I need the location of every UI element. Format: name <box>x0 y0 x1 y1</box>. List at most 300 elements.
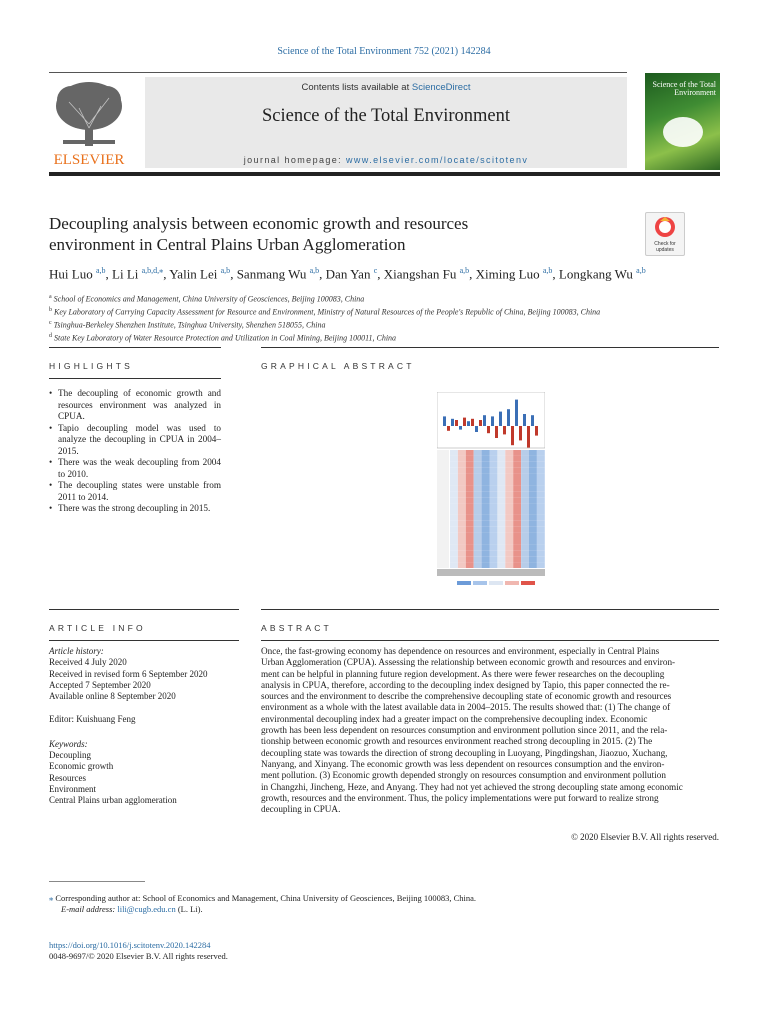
ga-heat-cell <box>482 550 490 556</box>
ga-heat-cell <box>466 544 474 550</box>
ga-bar <box>459 426 462 430</box>
ga-heat-cell <box>474 556 482 562</box>
ga-bar <box>503 426 506 434</box>
ga-heat-cell <box>513 485 521 491</box>
abstract-line: in Changzhi, Jincheng, Heze, and Anyang. They had not yet achieved the strong decoupling state among economic <box>261 781 683 792</box>
ga-heat-cell <box>537 491 545 497</box>
ga-heat-cell <box>505 527 513 533</box>
sciencedirect-link[interactable]: ScienceDirect <box>411 82 471 93</box>
ga-bar <box>475 426 478 432</box>
ga-heat-cell <box>537 544 545 550</box>
ga-heat-cell <box>482 497 490 503</box>
ga-heat-cell <box>521 456 529 462</box>
ga-heat-cell <box>521 503 529 509</box>
ga-heat-cell <box>490 497 498 503</box>
ga-heat-cell <box>474 491 482 497</box>
ga-heat-cell <box>529 456 537 462</box>
graphical-abstract-rule <box>261 347 719 348</box>
keyword-item: Resources <box>49 772 86 783</box>
ga-heat-cell <box>466 456 474 462</box>
ga-heat-cell <box>505 474 513 480</box>
author-affiliation-marker[interactable]: a,b <box>459 266 470 275</box>
ga-heat-cell <box>513 533 521 539</box>
abstract-heading: ABSTRACT <box>261 623 332 633</box>
affiliation-item <box>49 331 729 344</box>
author-name[interactable]: Xiangshan Fu <box>383 266 457 282</box>
author-affiliation-marker[interactable]: c <box>373 266 378 275</box>
author-name[interactable]: Dan Yan <box>325 266 371 282</box>
ga-heat-cell <box>505 497 513 503</box>
keyword-item: Central Plains urban agglomeration <box>49 795 177 806</box>
ga-heat-cell <box>529 562 537 568</box>
keyword-item: Decoupling <box>49 750 91 761</box>
article-info-heading: ARTICLE INFO <box>49 623 146 633</box>
ga-heat-cell <box>513 474 521 480</box>
highlight-item: • There was the weak decoupling from 2004 to 2010. <box>49 457 221 480</box>
abstract-line: Once, the fast-growing economy has dependence on resources and environment, especially in Central Plains <box>261 646 660 656</box>
ga-heat-cell <box>505 503 513 509</box>
ga-bar <box>499 412 502 426</box>
abstract-line: decoupling in CPUA. <box>261 804 341 815</box>
ga-heat-cell <box>513 521 521 527</box>
ga-heat-cell <box>537 515 545 521</box>
ga-heat-cell <box>505 556 513 562</box>
keyword-item: Environment <box>49 783 96 794</box>
ga-heat-cell <box>505 515 513 521</box>
ga-heat-cell <box>474 527 482 533</box>
journal-title: Science of the Total Environment <box>261 106 511 126</box>
ga-heat-cell <box>537 556 545 562</box>
ga-heat-cell <box>497 521 505 527</box>
homepage-prefix: journal homepage: <box>243 155 346 165</box>
abstract-line: growth has been less dependent on resources consumption and environment pollution since 2011, and the rela- <box>261 725 668 736</box>
ga-heat-cell <box>450 550 458 556</box>
ga-heat-cell <box>474 515 482 521</box>
history-item: Received in revised form 6 September 2020 <box>49 668 208 679</box>
ga-heat-cell <box>537 468 545 474</box>
ga-heat-cell <box>482 485 490 491</box>
ga-heat-cell <box>482 491 490 497</box>
ga-heat-cell <box>490 527 498 533</box>
ga-heat-cell <box>482 468 490 474</box>
ga-heat-cell <box>458 485 466 491</box>
ga-heat-cell <box>466 509 474 515</box>
ga-heat-cell <box>482 544 490 550</box>
ga-heat-cell <box>490 503 498 509</box>
keyword-item: Economic growth <box>49 761 114 772</box>
ga-bar <box>483 415 486 426</box>
ga-heat-cell <box>505 491 513 497</box>
ga-heat-cell <box>513 503 521 509</box>
highlights-heading: HIGHLIGHTS <box>49 361 133 371</box>
ga-heat-cell <box>458 456 466 462</box>
journal-citation[interactable]: Science of the Total Environment 752 (2021) 142284 <box>277 46 491 57</box>
ga-heat-cell <box>529 450 537 456</box>
abstract-line: decoupling state was towards the direction of strong decoupling in Luoyang, Pingdingshan, Jiaozuo, Xuchang, <box>261 747 668 758</box>
ga-heat-cell <box>490 539 498 545</box>
affiliation-item <box>49 318 729 331</box>
ga-heat-cell <box>458 497 466 503</box>
email-suffix: (L. Li). <box>177 904 203 914</box>
ga-heat-cell <box>497 533 505 539</box>
ga-heat-cell <box>529 544 537 550</box>
abstract-line: environment as a whole with the latest available data in 2004–2015. The results showed that: (1) The change of <box>261 702 671 713</box>
ga-heat-cell <box>474 533 482 539</box>
email-label: E-mail address: <box>61 904 116 914</box>
doi-link[interactable]: https://doi.org/10.1016/j.scitotenv.2020.142284 <box>49 940 211 950</box>
ga-heat-cell <box>513 556 521 562</box>
ga-heat-cell <box>521 462 529 468</box>
article-info-subrule <box>49 640 239 641</box>
author-name[interactable]: Ximing Luo <box>475 266 540 282</box>
ga-heat-cell <box>521 468 529 474</box>
check-for-updates-button[interactable] <box>645 212 685 256</box>
ga-heat-cell <box>529 521 537 527</box>
ga-heat-cell <box>529 468 537 474</box>
ga-heat-cell <box>497 468 505 474</box>
ga-heat-cell <box>482 556 490 562</box>
ga-heat-cell <box>529 462 537 468</box>
affiliation-text: Tsinghua-Berkeley Shenzhen Institute, Tsinghua University, Shenzhen 518055, China <box>53 320 326 330</box>
ga-heat-cell <box>490 485 498 491</box>
ga-heat-cell <box>450 503 458 509</box>
abstract-text <box>261 646 719 815</box>
ga-heat-cell <box>529 497 537 503</box>
author-name[interactable]: Longkang Wu <box>558 266 633 282</box>
ga-heat-cell <box>497 474 505 480</box>
ga-heat-cell <box>513 550 521 556</box>
abstract-line: ment pollution. (3) Economic growth depended strongly on resources consumption and environment pollution <box>261 770 666 781</box>
footnote-text: Corresponding author at: School of Economics and Management, China University of Geosciences, Beijing 100083, China. <box>55 893 477 903</box>
ga-heat-cell <box>450 474 458 480</box>
article-info-rule <box>49 609 239 610</box>
ga-heat-cell <box>505 456 513 462</box>
abstract-line: Urban Agglomeration (CPUA). Assessing the relationship between economic growth and resources and environ- <box>261 657 676 668</box>
ga-heat-cell <box>537 497 545 503</box>
ga-heat-cell <box>482 509 490 515</box>
ga-heat-cell <box>521 485 529 491</box>
ga-bar <box>455 420 458 426</box>
ga-bar <box>471 419 474 426</box>
editor-line: Editor: Kuishuang Feng <box>49 714 136 725</box>
abstract-line: environmental decoupling index had a greater impact on the comprehensive decoupling index. Economic <box>261 713 648 724</box>
title-line-2: environment in Central Plains Urban Agglomeration <box>49 235 406 254</box>
ga-heat-cell <box>497 503 505 509</box>
ga-heat-cell <box>482 503 490 509</box>
email-link[interactable]: lili@cugb.edu.cn <box>117 904 176 914</box>
ga-heat-cell <box>497 556 505 562</box>
ga-heat-cell <box>482 527 490 533</box>
ga-heat-cell <box>466 527 474 533</box>
ga-heat-cell <box>482 450 490 456</box>
check-updates-icon <box>654 215 676 239</box>
corresponding-author-footnote <box>49 893 729 915</box>
ga-bar <box>447 426 450 431</box>
ga-heat-cell <box>474 509 482 515</box>
highlight-item: • There was the strong decoupling in 2015. <box>49 503 221 515</box>
ga-heat-cell <box>458 462 466 468</box>
abstract-copyright: © 2020 Elsevier B.V. All rights reserved. <box>571 832 719 842</box>
ga-heat-cell <box>505 485 513 491</box>
ga-heat-cell <box>458 480 466 486</box>
ga-heat-cell <box>505 562 513 568</box>
history-item: Available online 8 September 2020 <box>49 691 176 702</box>
ga-heat-cell <box>450 509 458 515</box>
highlights-list <box>49 388 221 515</box>
ga-heat-cell <box>521 497 529 503</box>
ga-heat-cell <box>458 515 466 521</box>
ga-heat-cell <box>466 474 474 480</box>
footnote-mark: ⁎ <box>49 893 54 903</box>
ga-heat-cell <box>505 480 513 486</box>
elsevier-tree-logo <box>49 78 129 168</box>
ga-bar <box>527 426 530 448</box>
ga-heat-cell <box>482 515 490 521</box>
ga-heat-cell <box>537 450 545 456</box>
author-name[interactable]: Li Li <box>112 266 139 282</box>
ga-heat-cell <box>482 562 490 568</box>
ga-bar <box>531 415 534 426</box>
ga-heat-cell <box>505 468 513 474</box>
ga-heat-cell <box>466 562 474 568</box>
ga-heat-cell <box>450 562 458 568</box>
ga-heat-cell <box>466 450 474 456</box>
ga-heat-cell <box>537 509 545 515</box>
elsevier-wordmark: ELSEVIER <box>53 152 125 168</box>
author-name[interactable]: Hui Luo <box>49 266 93 282</box>
author-affiliation-marker[interactable]: a,b,d,⁎ <box>141 266 164 275</box>
ga-heat-cell <box>529 503 537 509</box>
author-affiliation-marker[interactable]: a,b <box>309 266 320 275</box>
ga-heat-cell <box>529 556 537 562</box>
ga-heat-cell <box>466 462 474 468</box>
ga-heat-cell <box>537 474 545 480</box>
ga-heat-cell <box>490 509 498 515</box>
ga-heat-cell <box>497 539 505 545</box>
graphical-abstract-figure[interactable] <box>437 392 545 610</box>
history-item: Received 4 July 2020 <box>49 657 127 668</box>
ga-heat-cell <box>497 462 505 468</box>
ga-heat-cell <box>490 515 498 521</box>
ga-heat-cell <box>497 480 505 486</box>
ga-heat-cell <box>474 562 482 568</box>
ga-heat-cell <box>497 491 505 497</box>
ga-heat-cell <box>513 497 521 503</box>
ga-heat-cell <box>458 539 466 545</box>
abstract-subrule <box>261 640 719 641</box>
affiliation-text: School of Economics and Management, China University of Geosciences, Beijing 100083, China <box>53 294 365 304</box>
ga-heat-cell <box>513 480 521 486</box>
ga-heat-cell <box>513 491 521 497</box>
ga-heat-cell <box>482 539 490 545</box>
ga-bar <box>495 426 498 438</box>
ga-heat-cell <box>513 509 521 515</box>
homepage-link[interactable]: www.elsevier.com/locate/scitotenv <box>346 155 529 165</box>
abstract-line: tionship between economic growth and resources environment reached strong decoupling in 2015. (2) The <box>261 736 653 747</box>
ga-heat-cell <box>450 527 458 533</box>
ga-heat-cell <box>490 491 498 497</box>
ga-heat-cell <box>521 474 529 480</box>
ga-heat-cell <box>529 480 537 486</box>
ga-heat-cell <box>537 521 545 527</box>
ga-heat-cell <box>537 456 545 462</box>
ga-heat-cell <box>466 480 474 486</box>
article-info-section <box>49 646 239 807</box>
ga-heat-cell <box>490 474 498 480</box>
ga-heat-cell <box>474 468 482 474</box>
ga-heat-cell <box>521 562 529 568</box>
ga-heat-cell <box>458 450 466 456</box>
author-affiliation-marker[interactable]: a,b <box>636 266 646 275</box>
ga-heat-cell <box>474 480 482 486</box>
graphical-abstract-heading: GRAPHICAL ABSTRACT <box>261 361 415 371</box>
ga-heat-cell <box>521 509 529 515</box>
ga-heat-cell <box>482 474 490 480</box>
ga-heat-cell <box>529 474 537 480</box>
ga-bar <box>519 426 522 440</box>
ga-bar <box>523 414 526 426</box>
ga-heat-cell <box>458 503 466 509</box>
ga-heat-cell <box>490 544 498 550</box>
abstract-line: ment can be helpful in planning future region development. As there were fewer researches on the decoupling <box>261 668 665 679</box>
ga-heat-cell <box>458 491 466 497</box>
author-affiliation-marker[interactable]: a,b <box>95 266 106 275</box>
ga-heat-cell <box>505 550 513 556</box>
ga-bar <box>511 426 514 445</box>
ga-heat-cell <box>466 503 474 509</box>
ga-heat-cell <box>521 480 529 486</box>
author-list: Hui Luo $^{a,b}$, Li Li $^{a,b,d,⁎}$, Yalin Lei $^{a,b}$, Sanmang Wu $^{a,b}$, Dan Yan $^c$, Xiangshan Fu $^{a,b}$, Ximing Luo $^{a,b}$, Longkang Wu $^{a,b}$ <box>49 266 646 282</box>
ga-heat-cell <box>521 491 529 497</box>
ga-heat-cell <box>537 550 545 556</box>
author-name[interactable]: Yalin Lei <box>169 266 218 282</box>
highlights-subrule <box>49 378 221 379</box>
ga-heat-cell <box>497 562 505 568</box>
ga-heat-cell <box>474 497 482 503</box>
affiliation-item <box>49 305 729 318</box>
ga-heat-cell <box>450 515 458 521</box>
ga-heat-cell <box>458 521 466 527</box>
ga-heat-cell <box>458 550 466 556</box>
ga-heat-cell <box>505 544 513 550</box>
affiliation-text: State Key Laboratory of Water Resource Protection and Utilization in Coal Mining, Beijing 100011, China <box>54 334 397 344</box>
ga-heat-cell <box>537 480 545 486</box>
ga-heat-cell <box>474 550 482 556</box>
ga-heat-cell <box>529 533 537 539</box>
ga-heat-cell <box>490 456 498 462</box>
ga-heat-cell <box>529 515 537 521</box>
ga-bar <box>491 416 494 426</box>
ga-heat-cell <box>497 450 505 456</box>
ga-heat-cell <box>466 556 474 562</box>
ga-bar <box>463 418 466 426</box>
ga-heat-cell <box>537 503 545 509</box>
ga-heat-cell <box>482 533 490 539</box>
ga-heat-cell <box>474 474 482 480</box>
ga-heat-cell <box>529 509 537 515</box>
ga-heat-cell <box>521 450 529 456</box>
ga-heat-cell <box>537 562 545 568</box>
affiliation-key: b <box>49 307 52 314</box>
highlight-item: • Tapio decoupling model was used to analyze the decoupling in CPUA in 2004–2015. <box>49 423 221 458</box>
highlight-item: • The decoupling of economic growth and resources environment was analyzed in CPUA. <box>49 388 221 423</box>
history-label: Article history: <box>49 646 104 656</box>
abstract-line: analysis in CPUA, therefore, according to the decoupling index designed by Tapio, this paper connected the re- <box>261 679 670 690</box>
ga-heat-cell <box>537 533 545 539</box>
ga-heat-cell <box>458 556 466 562</box>
ga-legend-swatch <box>505 581 519 585</box>
ga-heat-cell <box>513 450 521 456</box>
author-name[interactable]: Sanmang Wu <box>236 266 307 282</box>
ga-heat-cell <box>458 544 466 550</box>
ga-heat-cell <box>474 462 482 468</box>
affiliation-list <box>49 292 729 345</box>
ga-heat-cell <box>450 468 458 474</box>
cover-title: Science of the Total Environment <box>652 80 716 97</box>
highlights-rule <box>49 347 221 348</box>
ga-heat-cell <box>529 550 537 556</box>
ga-heat-cell <box>529 539 537 545</box>
ga-heat-cell <box>537 462 545 468</box>
ga-heat-cell <box>521 556 529 562</box>
affiliation-item <box>49 292 729 305</box>
ga-heat-cell <box>474 450 482 456</box>
ga-bar <box>535 426 538 436</box>
ga-legend-swatch <box>473 581 487 585</box>
history-item: Accepted 7 September 2020 <box>49 679 151 690</box>
ga-heat-cell <box>521 550 529 556</box>
ga-heat-cell <box>490 462 498 468</box>
author-affiliation-marker[interactable]: a,b <box>542 266 553 275</box>
ga-heat-cell <box>529 485 537 491</box>
ga-heat-cell <box>474 539 482 545</box>
ga-heat-cell <box>466 485 474 491</box>
ga-heat-cell <box>490 533 498 539</box>
check-updates-label: Check for updates <box>654 241 676 253</box>
affiliation-key: a <box>49 294 52 300</box>
ga-heat-cell <box>490 468 498 474</box>
ga-heat-cell <box>513 527 521 533</box>
ga-heat-cell <box>497 509 505 515</box>
ga-heat-cell <box>505 462 513 468</box>
ga-heat-cell <box>450 462 458 468</box>
ga-heat-cell <box>513 544 521 550</box>
ga-heat-cell <box>529 527 537 533</box>
ga-heat-cell <box>537 527 545 533</box>
ga-heat-cell <box>513 462 521 468</box>
author-affiliation-marker[interactable]: a,b <box>220 266 231 275</box>
ga-heat-cell <box>490 480 498 486</box>
ga-legend-swatch <box>457 581 471 585</box>
ga-legend-swatch <box>521 581 535 585</box>
ga-heat-cell <box>466 521 474 527</box>
ga-heat-cell <box>497 456 505 462</box>
ga-bar <box>443 416 446 426</box>
ga-heat-cell <box>505 509 513 515</box>
ga-heat-cell <box>537 485 545 491</box>
ga-heat-cell <box>466 497 474 503</box>
ga-heat-cell <box>466 468 474 474</box>
ga-heat-cell <box>529 491 537 497</box>
ga-heat-cell <box>497 497 505 503</box>
abstract-line: sources and the environment to describe the comprehensive decoupling state of economic growth and resources <box>261 691 672 702</box>
ga-heat-cell <box>450 480 458 486</box>
article-title <box>49 213 609 255</box>
ga-heat-cell <box>466 491 474 497</box>
ga-heat-cell <box>521 544 529 550</box>
ga-heat-cell <box>521 521 529 527</box>
ga-heat-cell <box>458 509 466 515</box>
